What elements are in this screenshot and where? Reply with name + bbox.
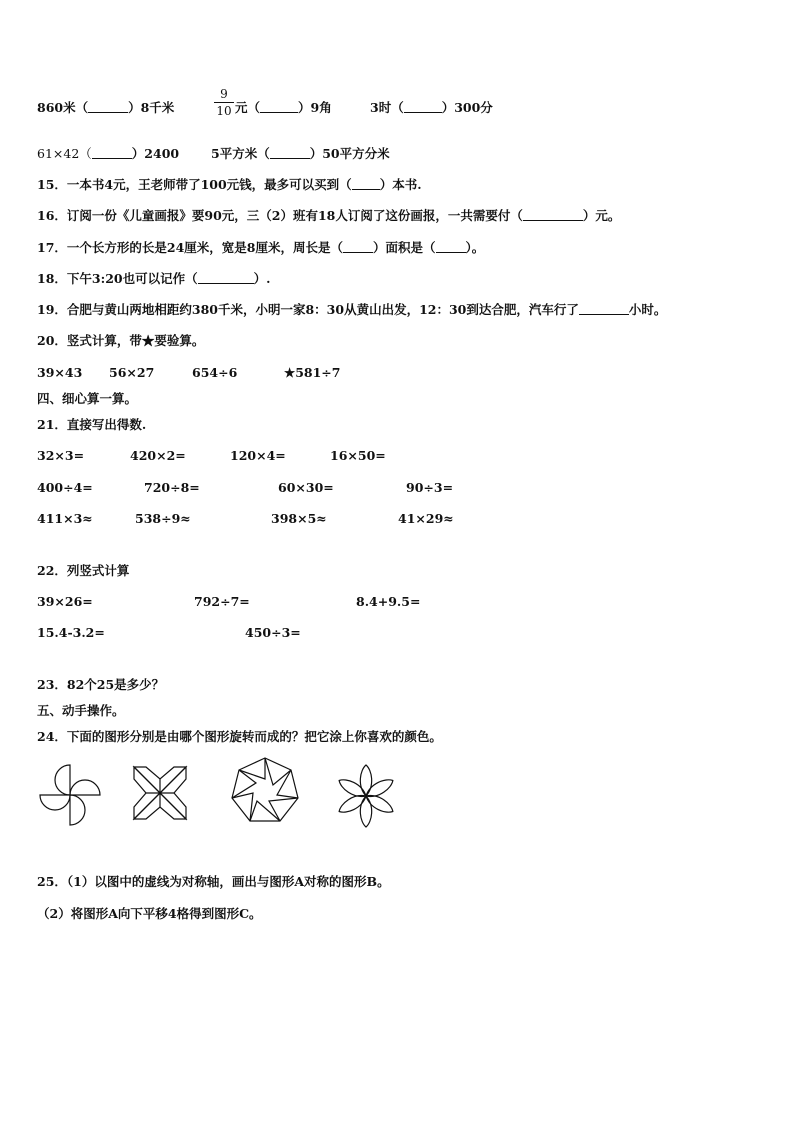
calc-item: 8.4+9.5=	[356, 594, 421, 609]
question-25-part1: 25．（1）以图中的虚线为对称轴，画出与图形A对称的图形B。	[37, 874, 390, 889]
calc-item: 32×3=	[37, 448, 85, 463]
q20-item: 39×43	[37, 365, 83, 380]
answer-blank[interactable]	[343, 240, 373, 253]
question-23: 23．82个25是多少？	[37, 677, 165, 692]
q21-row1	[37, 448, 737, 464]
q14-item-a: 860米（ ）8千米	[37, 100, 175, 115]
q14-item-d: 61×42（ ）2400	[37, 146, 180, 161]
answer-blank[interactable]	[579, 302, 629, 315]
question-19: 19．合肥与黄山两地相距约380千米，小明一家8：30从黄山出发，12：30到达合肥，汽车行了 小时。	[37, 302, 667, 317]
question-22: 22．列竖式计算	[37, 563, 130, 578]
q14-item-b: 元（ ）9角	[235, 100, 332, 115]
calc-item: 16×50=	[330, 448, 386, 463]
calc-item: 792÷7=	[194, 594, 250, 609]
answer-blank[interactable]	[260, 100, 298, 113]
calc-item: 720÷8=	[144, 480, 200, 495]
question-25-part2: （2）将图形A向下平移4格得到图形C。	[37, 906, 262, 921]
question-20: 20．竖式计算，带★要验算。	[37, 333, 205, 348]
fraction: 9 10	[214, 87, 234, 118]
answer-blank[interactable]	[88, 100, 128, 113]
question-15: 15．一本书4元，王老师带了100元钱，最多可以买到（ ）本书.	[37, 177, 422, 192]
section-5-heading: 五、动手操作。	[37, 703, 125, 718]
section-4-heading: 四、细心算一算。	[37, 391, 138, 406]
q20-item: 654÷6	[192, 365, 238, 380]
calc-item: 400÷4=	[37, 480, 93, 495]
answer-blank[interactable]	[523, 208, 583, 221]
q22-row2	[37, 625, 737, 641]
q14-item-c: 3时（ ）300分	[370, 100, 493, 115]
calc-item: 39×26=	[37, 594, 93, 609]
calc-item: 411×3≈	[37, 511, 93, 526]
question-17: 17．一个长方形的长是24厘米，宽是8厘米，周长是（ ）面积是（ ）。	[37, 240, 485, 255]
question-24: 24．下面的图形分别是由哪个图形旋转而成的？把它涂上你喜欢的颜色。	[37, 729, 442, 744]
question-18: 18．下午3:20也可以记作（ ）.	[37, 271, 271, 286]
answer-blank[interactable]	[92, 146, 132, 159]
calc-item: 60×30=	[278, 480, 334, 495]
answer-blank[interactable]	[270, 146, 310, 159]
q20-item: ★581÷7	[284, 365, 341, 380]
question-16: 16．订阅一份《儿童画报》要90元，三（2）班有18人订阅了这份画报，一共需要付（ ）元。	[37, 208, 621, 223]
calc-item: 41×29≈	[398, 511, 454, 526]
answer-blank[interactable]	[198, 271, 254, 284]
heptagon-figure[interactable]	[229, 755, 301, 827]
q20-items	[37, 365, 737, 381]
flower-figure[interactable]	[333, 763, 399, 829]
q20-item: 56×27	[109, 365, 155, 380]
calc-item: 120×4=	[230, 448, 286, 463]
answer-blank[interactable]	[436, 240, 466, 253]
answer-blank[interactable]	[352, 177, 380, 190]
q21-row2	[37, 480, 737, 496]
answer-blank[interactable]	[404, 100, 442, 113]
calc-item: 450÷3=	[245, 625, 301, 640]
q21-row3	[37, 511, 737, 527]
q22-row1	[37, 594, 737, 610]
calc-item: 90÷3=	[406, 480, 454, 495]
calc-item: 15.4-3.2=	[37, 625, 105, 640]
pinwheel-figure[interactable]	[38, 763, 102, 827]
calc-item: 538÷9≈	[135, 511, 191, 526]
calc-item: 398×5≈	[271, 511, 327, 526]
calc-item: 420×2=	[130, 448, 186, 463]
q14-item-e: 5平方米（ ）50平方分米	[211, 146, 390, 161]
cross-figure[interactable]	[132, 765, 188, 821]
question-21: 21．直接写出得数.	[37, 417, 147, 432]
